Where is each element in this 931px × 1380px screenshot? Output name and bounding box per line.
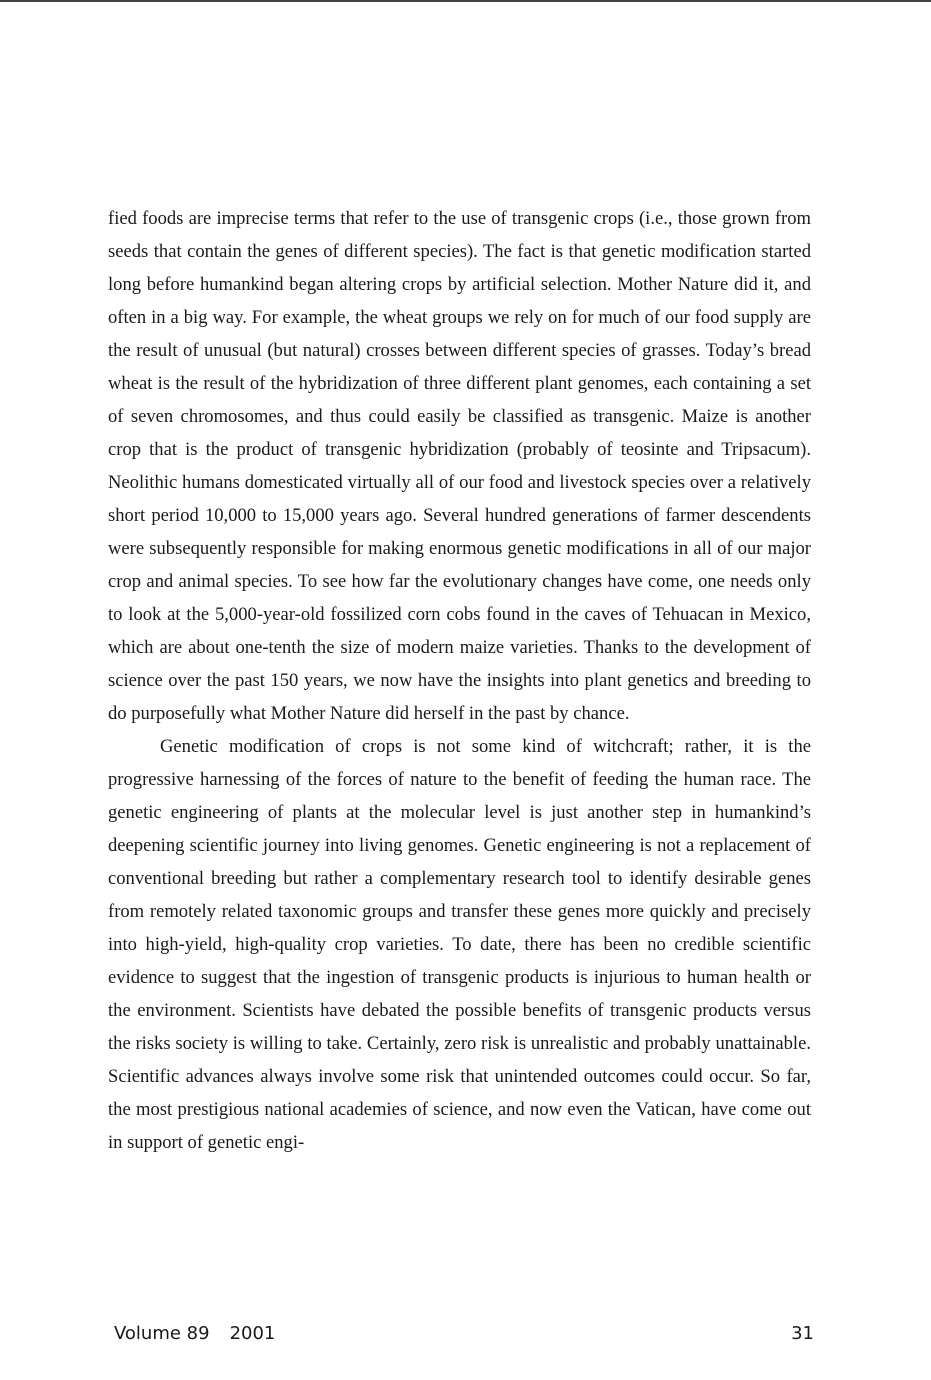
- footer-year: 2001: [229, 1323, 276, 1344]
- footer-volume: Volume 89: [114, 1323, 210, 1344]
- top-rule: [0, 0, 931, 2]
- footer-volume-year: [114, 1323, 275, 1344]
- paragraph-2: Genetic modification of crops is not some kind of witchcraft; rather, it is the progressive harnessing of the forces of nature to the benefit of feeding the human race. The genetic engineering of plants at the molecular level is just another step in humankind’s deepening scientific journey into living genomes. Genetic engineering is not a replacement of conventional breeding but rather a complementary research tool to identify desirable genes from remotely related taxonomic groups and transfer these genes more quickly and precisely into high-yield, high-quality crop varieties. To date, there has been no credible scientific evidence to suggest that the ingestion of transgenic products is injurious to human health or the environment. Scientists have debated the possible benefits of transgenic products versus the risks society is willing to take. Certainly, zero risk is unrealistic and probably unattainable. Scientific advances always involve some risk that unintended outcomes could occur. So far, the most prestigious national academies of science, and now even the Vatican, have come out in support of genetic engi-: [108, 736, 811, 1153]
- paragraph-1: fied foods are imprecise terms that refer to the use of transgenic crops (i.e., those grown from seeds that contain the genes of different species). The fact is that genetic modification started long before humankind began altering crops by artificial selection. Mother Nature did it, and often in a big way. For example, the wheat groups we rely on for much of our food supply are the result of unusual (but natural) crosses between different species of grasses. Today’s bread wheat is the result of the hybridization of three different plant genomes, each containing a set of seven chromosomes, and thus could easily be classified as transgenic. Maize is another crop that is the product of transgenic hybridization (probably of teosinte and Tripsacum). Neolithic humans domesticated virtually all of our food and livestock species over a relatively short period 10,000 to 15,000 years ago. Several hundred generations of farmer descendents were subsequently responsible for making enormous genetic modifications in all of our major crop and animal species. To see how far the evolutionary changes have come, one needs only to look at the 5,000-year-old fossilized corn cobs found in the caves of Tehuacan in Mexico, which are about one-tenth the size of modern maize varieties. Thanks to the development of science over the past 150 years, we now have the insights into plant genetics and breeding to do purposefully what Mother Nature did herself in the past by chance.: [108, 208, 811, 724]
- page-body-text: [108, 202, 811, 1159]
- page-number: 31: [791, 1323, 814, 1344]
